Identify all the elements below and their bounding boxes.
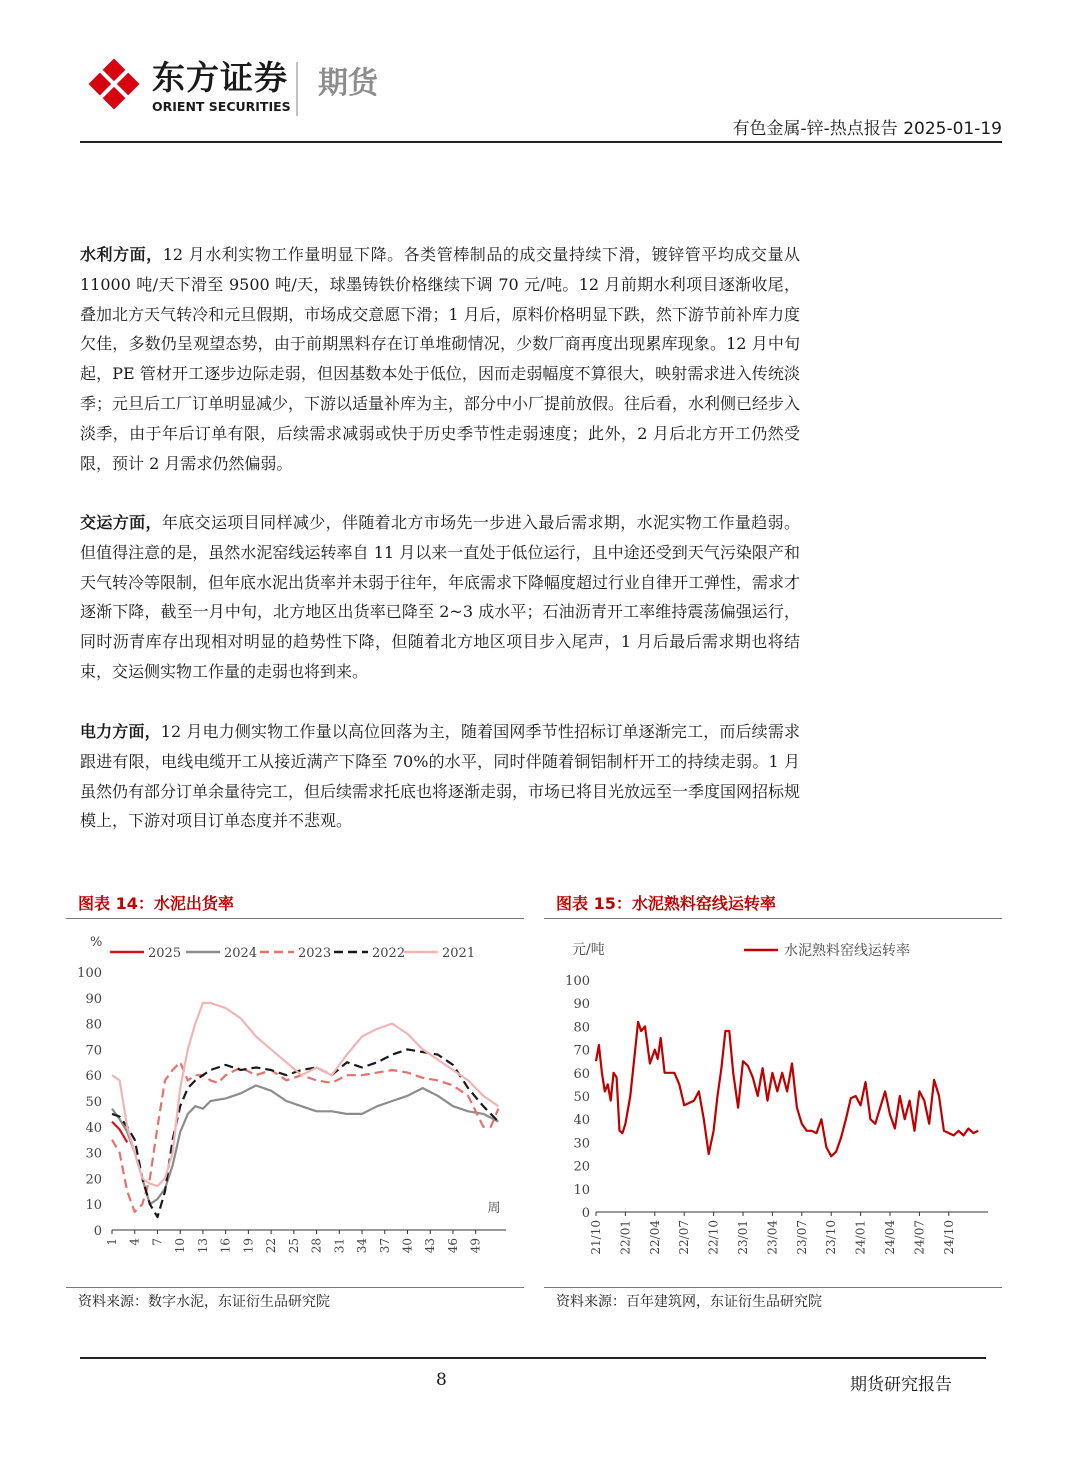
y-tick-label: 80: [85, 1017, 102, 1033]
x-tick-label: 23/10: [824, 1220, 839, 1255]
paragraph-lead: 水利方面，: [80, 245, 163, 264]
x-tick-label: 22/10: [706, 1220, 721, 1255]
footer-label: 期货研究报告: [850, 1375, 952, 1395]
figure-15-source-rule: [544, 1287, 1002, 1288]
x-tick-label: 19: [241, 1238, 256, 1254]
brand-name-cn: 东方证券: [152, 58, 288, 97]
series-line-2024: [112, 1086, 498, 1205]
y-unit-label: %: [90, 935, 103, 950]
figure-14-rule: [66, 918, 524, 919]
y-tick-label: 90: [85, 991, 102, 1007]
kiln-operation-chart: [544, 922, 1002, 1282]
figure-14-title: 图表 14：水泥出货率: [78, 894, 234, 913]
y-tick-label: 70: [573, 1043, 590, 1059]
x-tick-label: 43: [423, 1238, 438, 1254]
footer-rule: [80, 1357, 986, 1359]
x-tick-label: 31: [332, 1238, 347, 1254]
x-tick-label: 16: [218, 1238, 233, 1254]
paragraph-lead: 交运方面，: [80, 513, 162, 532]
x-tick-label: 22/04: [647, 1220, 662, 1255]
x-tick-label: 28: [309, 1238, 324, 1254]
x-tick-label: 23/01: [736, 1220, 750, 1255]
paragraph-text: 12 月电力侧实物工作量以高位回落为主，随着国网季节性招标订单逐渐完工，而后续需求跟进有限，电线电缆开工从接近满产下降至 70%的水平，同时伴随着铜铝制杆开工的持续走弱。1 月虽然仍有部分订单余量待完工，但后续需求托底也将逐渐走弱，市场已将目光放远至一季度国网招标规模上，下游对项目订单态度并不悲观。: [80, 722, 801, 831]
paragraph-water: [80, 240, 800, 478]
y-tick-label: 40: [573, 1113, 590, 1129]
y-tick-label: 50: [573, 1090, 590, 1105]
x-tick-label: 22/01: [618, 1220, 633, 1255]
paragraph-power: [80, 717, 800, 836]
cement-shipment-chart: [66, 922, 524, 1282]
y-tick-label: 40: [85, 1120, 102, 1136]
brand-subtitle: 期货: [318, 66, 378, 101]
x-tick-label: 1: [105, 1238, 119, 1246]
y-tick-label: 70: [85, 1043, 102, 1059]
paragraph-text: 12 月水利实物工作量明显下降。各类管棒制品的成交量持续下滑，镀锌管平均成交量从 11000 吨/天下滑至 9500 吨/天，球墨铸铁价格继续下调 70 元/吨。12 月前期水利项目逐渐收尾，叠加北方天气转冷和元旦假期，市场成交意愿下滑；1 月后，原料价格明显下跌，然下游节前补库力度欠佳，多数仍呈观望态势，由于前期黑料存在订单堆砌情况，少数厂商再度出现累库现象。12 月中旬起，PE 管材开工逐步边际走弱，但因基数本处于低位，因而走弱幅度不算很大，映射需求进入传统淡季；元旦后工厂订单明显减少，下游以适量补库为主，部分中小厂提前放假。往后看，水利侧已经步入淡季，由于年后订单有限，后续需求减弱或快于历史季节性走弱速度；此外，2 月后北方开工仍然受限，预计 2 月需求仍然偏弱。: [80, 245, 801, 473]
y-tick-label: 60: [85, 1069, 102, 1085]
legend-label-2025: 2025: [148, 946, 182, 961]
x-tick-label: 4: [127, 1238, 142, 1246]
series-line-2023: [112, 1062, 498, 1212]
y-tick-label: 0: [93, 1224, 102, 1239]
figure-15-rule: [544, 918, 1002, 919]
y-unit-label: 元/吨: [572, 942, 605, 958]
y-tick-label: 50: [85, 1095, 102, 1110]
report-meta: 有色金属-锌-热点报告 2025-01-19: [732, 119, 1002, 139]
y-tick-label: 100: [565, 974, 590, 989]
x-tick-label: 23/04: [765, 1220, 780, 1255]
figure-15-title: 图表 15：水泥熟料窑线运转率: [556, 894, 776, 913]
y-tick-label: 30: [85, 1146, 102, 1162]
x-tick-label: 46: [445, 1238, 460, 1254]
x-tick-label: 22: [264, 1238, 279, 1254]
paragraph-transport: [80, 508, 800, 687]
x-tick-label: 7: [150, 1238, 165, 1246]
x-tick-label: 10: [173, 1238, 188, 1254]
legend-label-2023: 2023: [298, 946, 332, 961]
x-tick-label: 13: [195, 1238, 210, 1254]
x-tick-label: 37: [377, 1238, 392, 1254]
x-tick-label: 25: [286, 1238, 301, 1254]
y-tick-label: 10: [85, 1198, 102, 1214]
figure-14-source: 资料来源：数字水泥，东证衍生品研究院: [78, 1294, 330, 1310]
x-tick-label: 24/07: [912, 1220, 927, 1255]
figure-15-source: 资料来源：百年建筑网，东证衍生品研究院: [556, 1294, 822, 1310]
series-line-2021: [112, 1003, 498, 1186]
legend-label-kiln-rate: 水泥熟料窑线运转率: [784, 943, 910, 959]
x-tick-label: 34: [355, 1238, 370, 1254]
y-tick-label: 10: [573, 1182, 590, 1198]
y-tick-label: 60: [573, 1066, 590, 1082]
x-tick-label: 24/04: [883, 1220, 897, 1255]
legend-label-2021: 2021: [442, 946, 476, 961]
orient-securities-logo-icon: [88, 58, 140, 110]
x-tick-label: 21/10: [589, 1220, 603, 1255]
y-tick-label: 20: [85, 1172, 102, 1188]
brand-name-en: ORIENT SECURITIES: [152, 99, 291, 114]
legend-label-2022: 2022: [372, 946, 406, 961]
y-tick-label: 0: [581, 1206, 590, 1221]
series-line-2022: [112, 1049, 501, 1217]
paragraph-text: 年底交运项目同样减少，伴随着北方市场先一步进入最后需求期，水泥实物工作量趋弱。但值得注意的是，虽然水泥窑线运转率自 11 月以来一直处于低位运行，且中途还受到天气污染限产和天气转冷等限制，但年底水泥出货率并未弱于往年，年底需求下降幅度超过行业自律开工弹性，需求才逐渐下降，截至一月中旬，北方地区出货率已降至 2~3 成水平；石油沥青开工率维持震荡偏强运行，同时沥青库存出现相对明显的趋势性下降，但随着北方地区项目步入尾声，1 月后最后需求期也将结束，交运侧实物工作量的走弱也将到来。: [80, 513, 801, 681]
x-tick-label: 49: [468, 1238, 483, 1254]
paragraph-lead: 电力方面，: [80, 722, 161, 741]
x-tick-label: 22/07: [677, 1220, 692, 1255]
legend-label-2024: 2024: [224, 946, 258, 961]
x-tick-label: 24/10: [941, 1220, 956, 1255]
y-tick-label: 80: [573, 1020, 590, 1036]
series-line-kiln-rate: [596, 1022, 978, 1157]
y-tick-label: 30: [573, 1136, 590, 1152]
header-rule: [80, 141, 1002, 143]
brand-divider: [296, 62, 298, 116]
x-tick-label: 40: [400, 1238, 415, 1254]
x-axis-title: 周: [487, 1201, 501, 1216]
x-tick-label: 23/07: [794, 1220, 809, 1255]
x-tick-label: 24/01: [853, 1220, 868, 1255]
y-tick-label: 20: [573, 1159, 590, 1175]
y-tick-label: 100: [77, 966, 102, 981]
figure-14-source-rule: [66, 1287, 524, 1288]
page-number: 8: [436, 1370, 447, 1390]
y-tick-label: 90: [573, 997, 590, 1013]
